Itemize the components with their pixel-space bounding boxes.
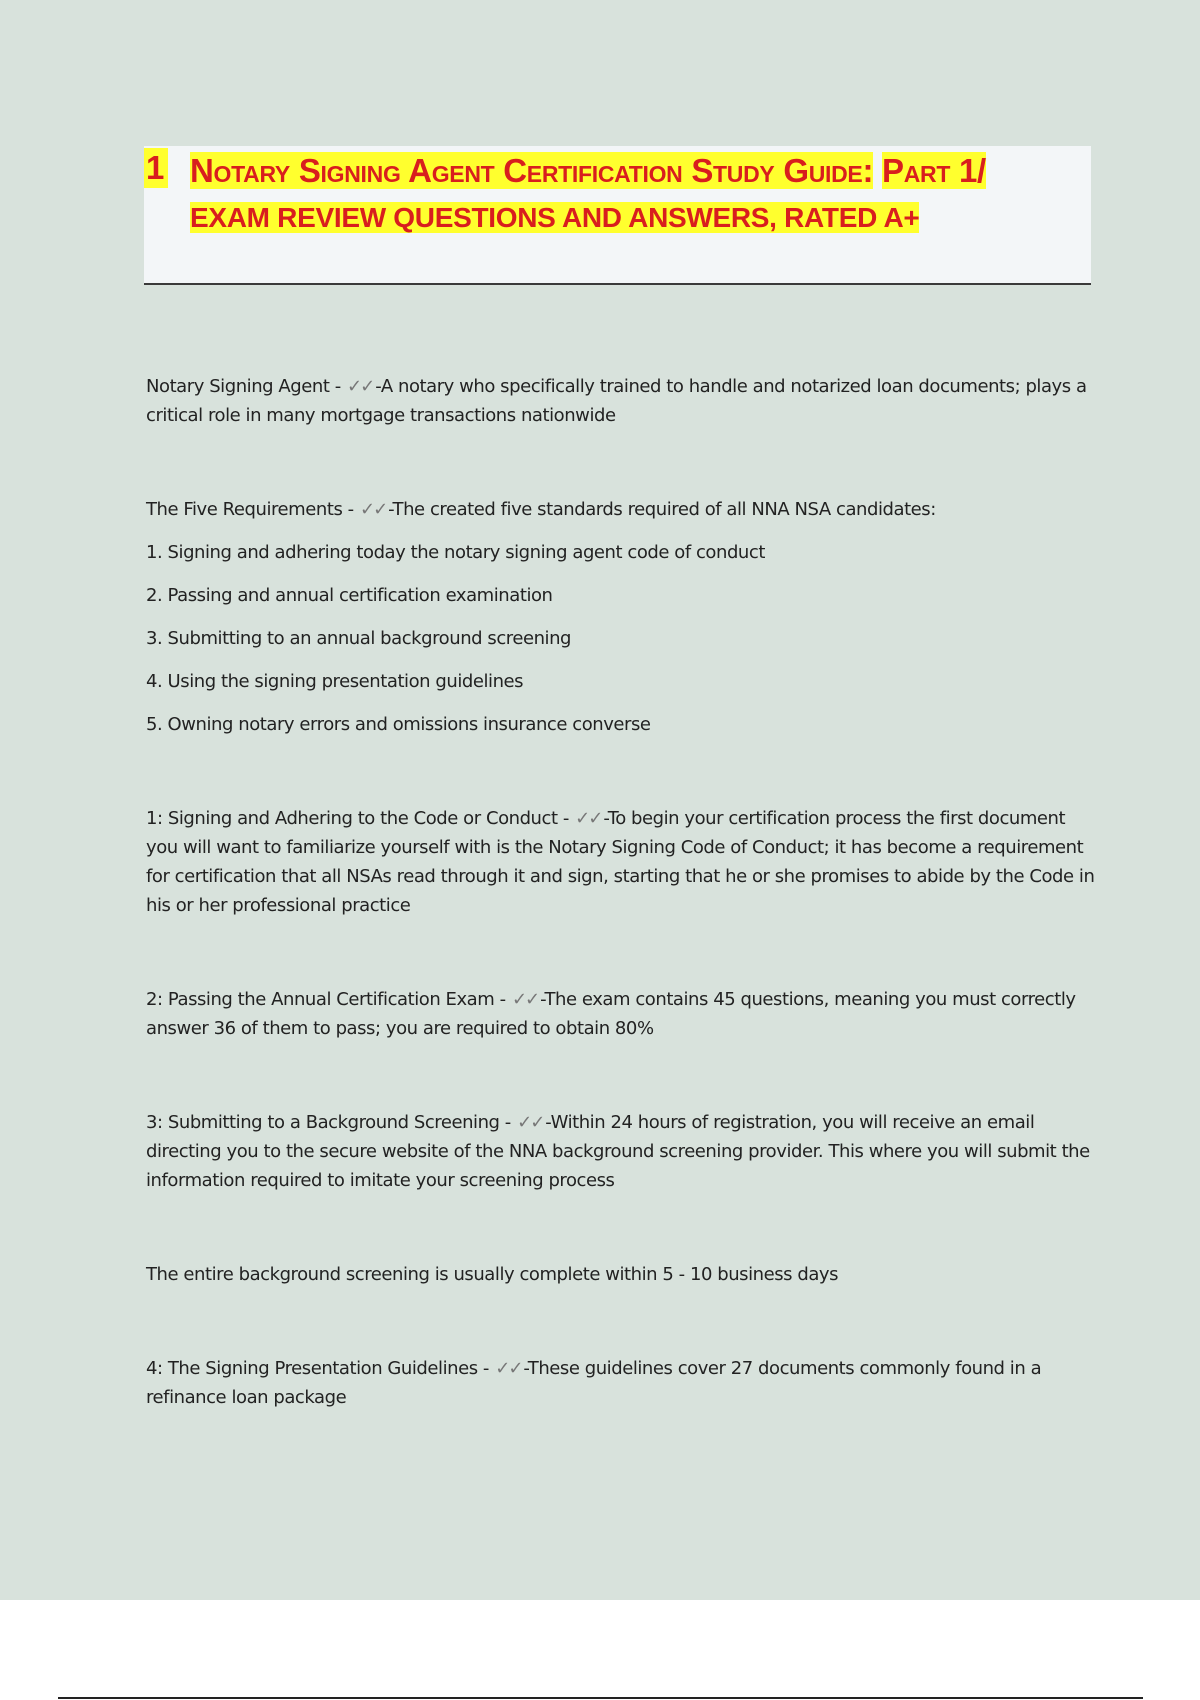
list-item: 2. Passing and annual certification examination <box>146 585 553 606</box>
entry-code-of-conduct <box>146 804 1096 920</box>
entry-term: 1: Signing and Adhering to the Code or Conduct - <box>146 808 575 829</box>
entry-term: 2: Passing the Annual Certification Exam - <box>146 989 511 1010</box>
title-part-label: Part 1/ <box>882 152 986 189</box>
check-icon: ✓✓ <box>517 1112 544 1133</box>
check-icon: ✓✓ <box>495 1358 522 1379</box>
document-title <box>190 148 1070 240</box>
entry-screening-duration: The entire background screening is usually complete within 5 - 10 business days <box>146 1264 839 1285</box>
entry-definition: -A notary who specifically trained to handle and notarized loan documents; plays a critical role in many mortgage transactions nationwide <box>146 376 1087 426</box>
check-icon: ✓✓ <box>359 499 387 520</box>
entry-five-requirements <box>146 495 1096 524</box>
title-subtitle: EXAM REVIEW QUESTIONS AND ANSWERS, RATED A+ <box>190 202 920 233</box>
entry-definition: -The created five standards required of all NNA NSA candidates: <box>388 499 936 520</box>
list-item: 4. Using the signing presentation guidelines <box>146 671 524 692</box>
check-icon: ✓✓ <box>347 376 374 397</box>
entry-presentation-guidelines <box>146 1354 1096 1412</box>
entry-term: Notary Signing Agent - <box>146 376 347 397</box>
entry-background-screening <box>146 1108 1096 1195</box>
entry-definition: -The exam contains 45 questions, meaning you must correctly answer 36 of them to pass; you are required to obtain 80% <box>146 989 1076 1039</box>
title-line-main: Notary Signing Agent Certification Study Guide: <box>190 152 874 189</box>
entry-certification-exam <box>146 985 1096 1043</box>
list-item: 3. Submitting to an annual background screening <box>146 628 572 649</box>
list-item: 5. Owning notary errors and omissions insurance converse <box>146 714 651 735</box>
entry-definition: -These guidelines cover 27 documents commonly found in a refinance loan package <box>146 1358 1042 1408</box>
check-icon: ✓✓ <box>575 808 602 829</box>
heading-number: 1 <box>144 148 168 188</box>
title-block <box>144 146 1091 285</box>
entry-definition: -To begin your certification process the first document you will want to familiarize yourself with is the Notary Signing Code of Conduct; it has become a requirement for certification that all NSAs read through it and sign, starting that he or she promises to abide by the Code in his or her professional practice <box>146 808 1095 916</box>
check-icon: ✓✓ <box>511 989 539 1010</box>
entry-notary-signing-agent <box>146 372 1096 430</box>
entry-term: The Five Requirements - <box>146 499 359 520</box>
entry-term: 4: The Signing Presentation Guidelines - <box>146 1358 495 1379</box>
entry-term: 3: Submitting to a Background Screening - <box>146 1112 517 1133</box>
document-body <box>146 372 1096 1412</box>
page-footer-divider <box>58 1697 1143 1699</box>
entry-definition: -Within 24 hours of registration, you will receive an email directing you to the secure website of the NNA background screening provider. This where you will submit the information required to imitate your screening process <box>146 1112 1090 1191</box>
list-item: 1. Signing and adhering today the notary signing agent code of conduct <box>146 542 765 563</box>
